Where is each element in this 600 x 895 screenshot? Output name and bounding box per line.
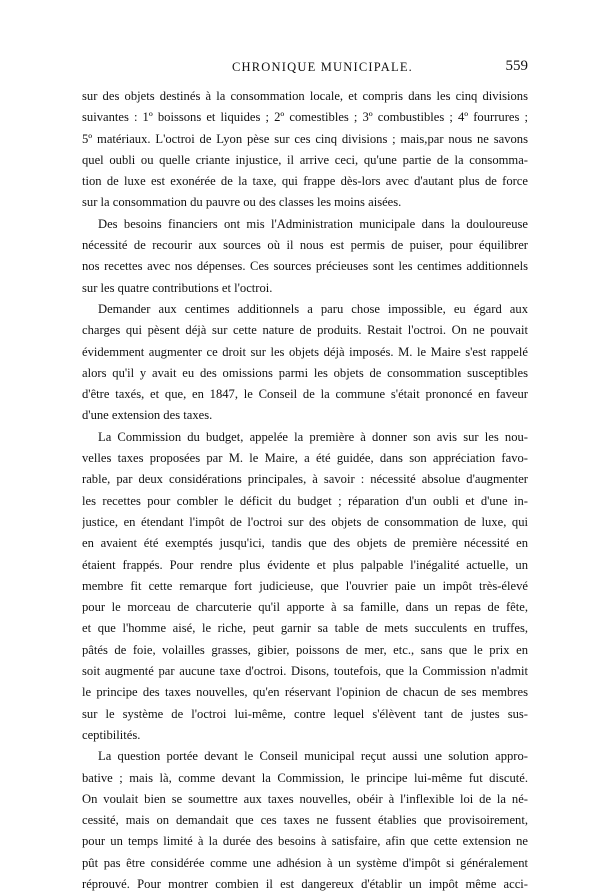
text-line: velles taxes proposées par M. le Maire, a été guidée, dans son appréciation favo-	[82, 451, 528, 466]
text-line: alors qu'il y avait eu des omissions parmi les objets de consommation susceptibles	[82, 365, 528, 380]
text-line: membre fit cette remarque fort judicieuse, que l'ouvrier paie un impôt très-élevé	[82, 578, 528, 593]
text-line: tion de luxe est exonérée de la taxe, qui frappe dès-lors avec d'autant plus de force	[82, 174, 528, 189]
text-line: sur les quatre contributions et l'octroi.	[82, 280, 273, 295]
running-title: CHRONIQUE MUNICIPALE.	[232, 60, 413, 74]
text-line: Des besoins financiers ont mis l'Administration municipale dans la douloureuse	[98, 216, 528, 231]
text-line: nécessité de recourir aux sources où il nous est permis de puiser, pour équilibrer	[82, 238, 528, 253]
text-line: étaient frappés. Pour rendre plus évidente et plus palpable l'inégalité actuelle, un	[82, 557, 528, 572]
page-number: 559	[505, 58, 528, 74]
text-line: d'être taxés, et que, en 1847, le Conseil de la commune s'était prononcé en faveur	[82, 387, 528, 402]
text-line: quel oubli ou quelle criante injustice, il arrive ceci, qu'une partie de la consomma-	[82, 152, 528, 167]
text-line: sur le système de l'octroi lui-même, contre lequel s'élèvent tant de justes sus-	[82, 706, 528, 721]
text-line: pâtés de foie, volailles grasses, gibier, poissons de mer, etc., sans que le prix en	[82, 642, 528, 657]
text-line: pour le morceau de charcuterie qu'il apporte à sa famille, dans un repas de fête,	[82, 600, 528, 615]
text-line: rable, par deux considérations principales, à savoir : nécessité absolue d'augmenter	[82, 472, 528, 487]
text-line: On voulait bien se soumettre aux taxes nouvelles, obéir à l'inflexible loi de la né-	[82, 791, 528, 806]
text-line: le principe des taxes nouvelles, qu'en réservant l'opinion de chacun de ses membres	[82, 685, 528, 700]
page-header	[82, 60, 528, 80]
text-line: réprouvé. Pour montrer combien il est dangereux d'établir un impôt même acci-	[82, 876, 528, 891]
paragraph	[82, 86, 528, 214]
text-line: en avaient été exemptés jusqu'ici, tandis que des objets de première nécessité en	[82, 536, 528, 551]
text-line: justice, en étendant l'impôt de l'octroi sur des objets de consommation de luxe, qui	[82, 514, 528, 529]
paragraph	[82, 746, 528, 895]
text-line: cessité, mais on demandait que ces taxes ne fussent établies que provisoirement,	[82, 813, 528, 828]
paragraph	[82, 214, 528, 299]
body-text	[82, 86, 528, 895]
text-line: nos recettes avec nos dépenses. Ces sources précieuses sont les centimes additionnels	[82, 259, 528, 274]
text-line: charges qui pèsent déjà sur cette nature de produits. Restait l'octroi. On ne pouvait	[82, 323, 528, 338]
text-line: évidemment augmenter ce droit sur les objets déjà imposés. M. le Maire s'est rappelé	[82, 344, 528, 359]
text-line: La question portée devant le Conseil municipal reçut aussi une solution appro-	[98, 749, 528, 764]
text-line: 5º matériaux. L'octroi de Lyon pèse sur ces cinq divisions ; mais,par nous ne savons	[82, 131, 528, 146]
text-line: soit augmenté par aucune taxe d'octroi. Disons, toutefois, que la Commission n'admit	[82, 664, 528, 679]
text-line: bative ; mais là, comme devant la Commission, le principe lui-même fut discuté.	[82, 770, 528, 785]
paragraph	[82, 299, 528, 427]
text-line: suivantes : 1º boissons et liquides ; 2º comestibles ; 3º combustibles ; 4º fourrures ;	[82, 110, 528, 125]
paragraph	[82, 427, 528, 746]
text-line: ceptibilités.	[82, 727, 141, 742]
text-line: La Commission du budget, appelée la première à donner son avis sur les nou-	[98, 429, 528, 444]
text-line: pût pas être considérée comme une adhésion à un système d'impôt si généralement	[82, 855, 528, 870]
text-line: et que l'homme aisé, le riche, peut garnir sa table de mets succulents en truffes,	[82, 621, 528, 636]
text-line: Demander aux centimes additionnels a paru chose impossible, eu égard aux	[98, 301, 528, 316]
book-page	[82, 60, 528, 895]
text-line: sur des objets destinés à la consommation locale, et compris dans les cinq divisions	[82, 89, 528, 103]
text-line: pour un temps limité à la durée des besoins à satisfaire, afin que cette extension ne	[82, 834, 528, 849]
text-line: d'une extension des taxes.	[82, 408, 213, 423]
text-line: sur la consommation du pauvre ou des classes les moins aisées.	[82, 195, 402, 210]
text-line: les recettes pour combler le déficit du budget ; réparation d'un oubli et d'une in-	[82, 493, 528, 508]
